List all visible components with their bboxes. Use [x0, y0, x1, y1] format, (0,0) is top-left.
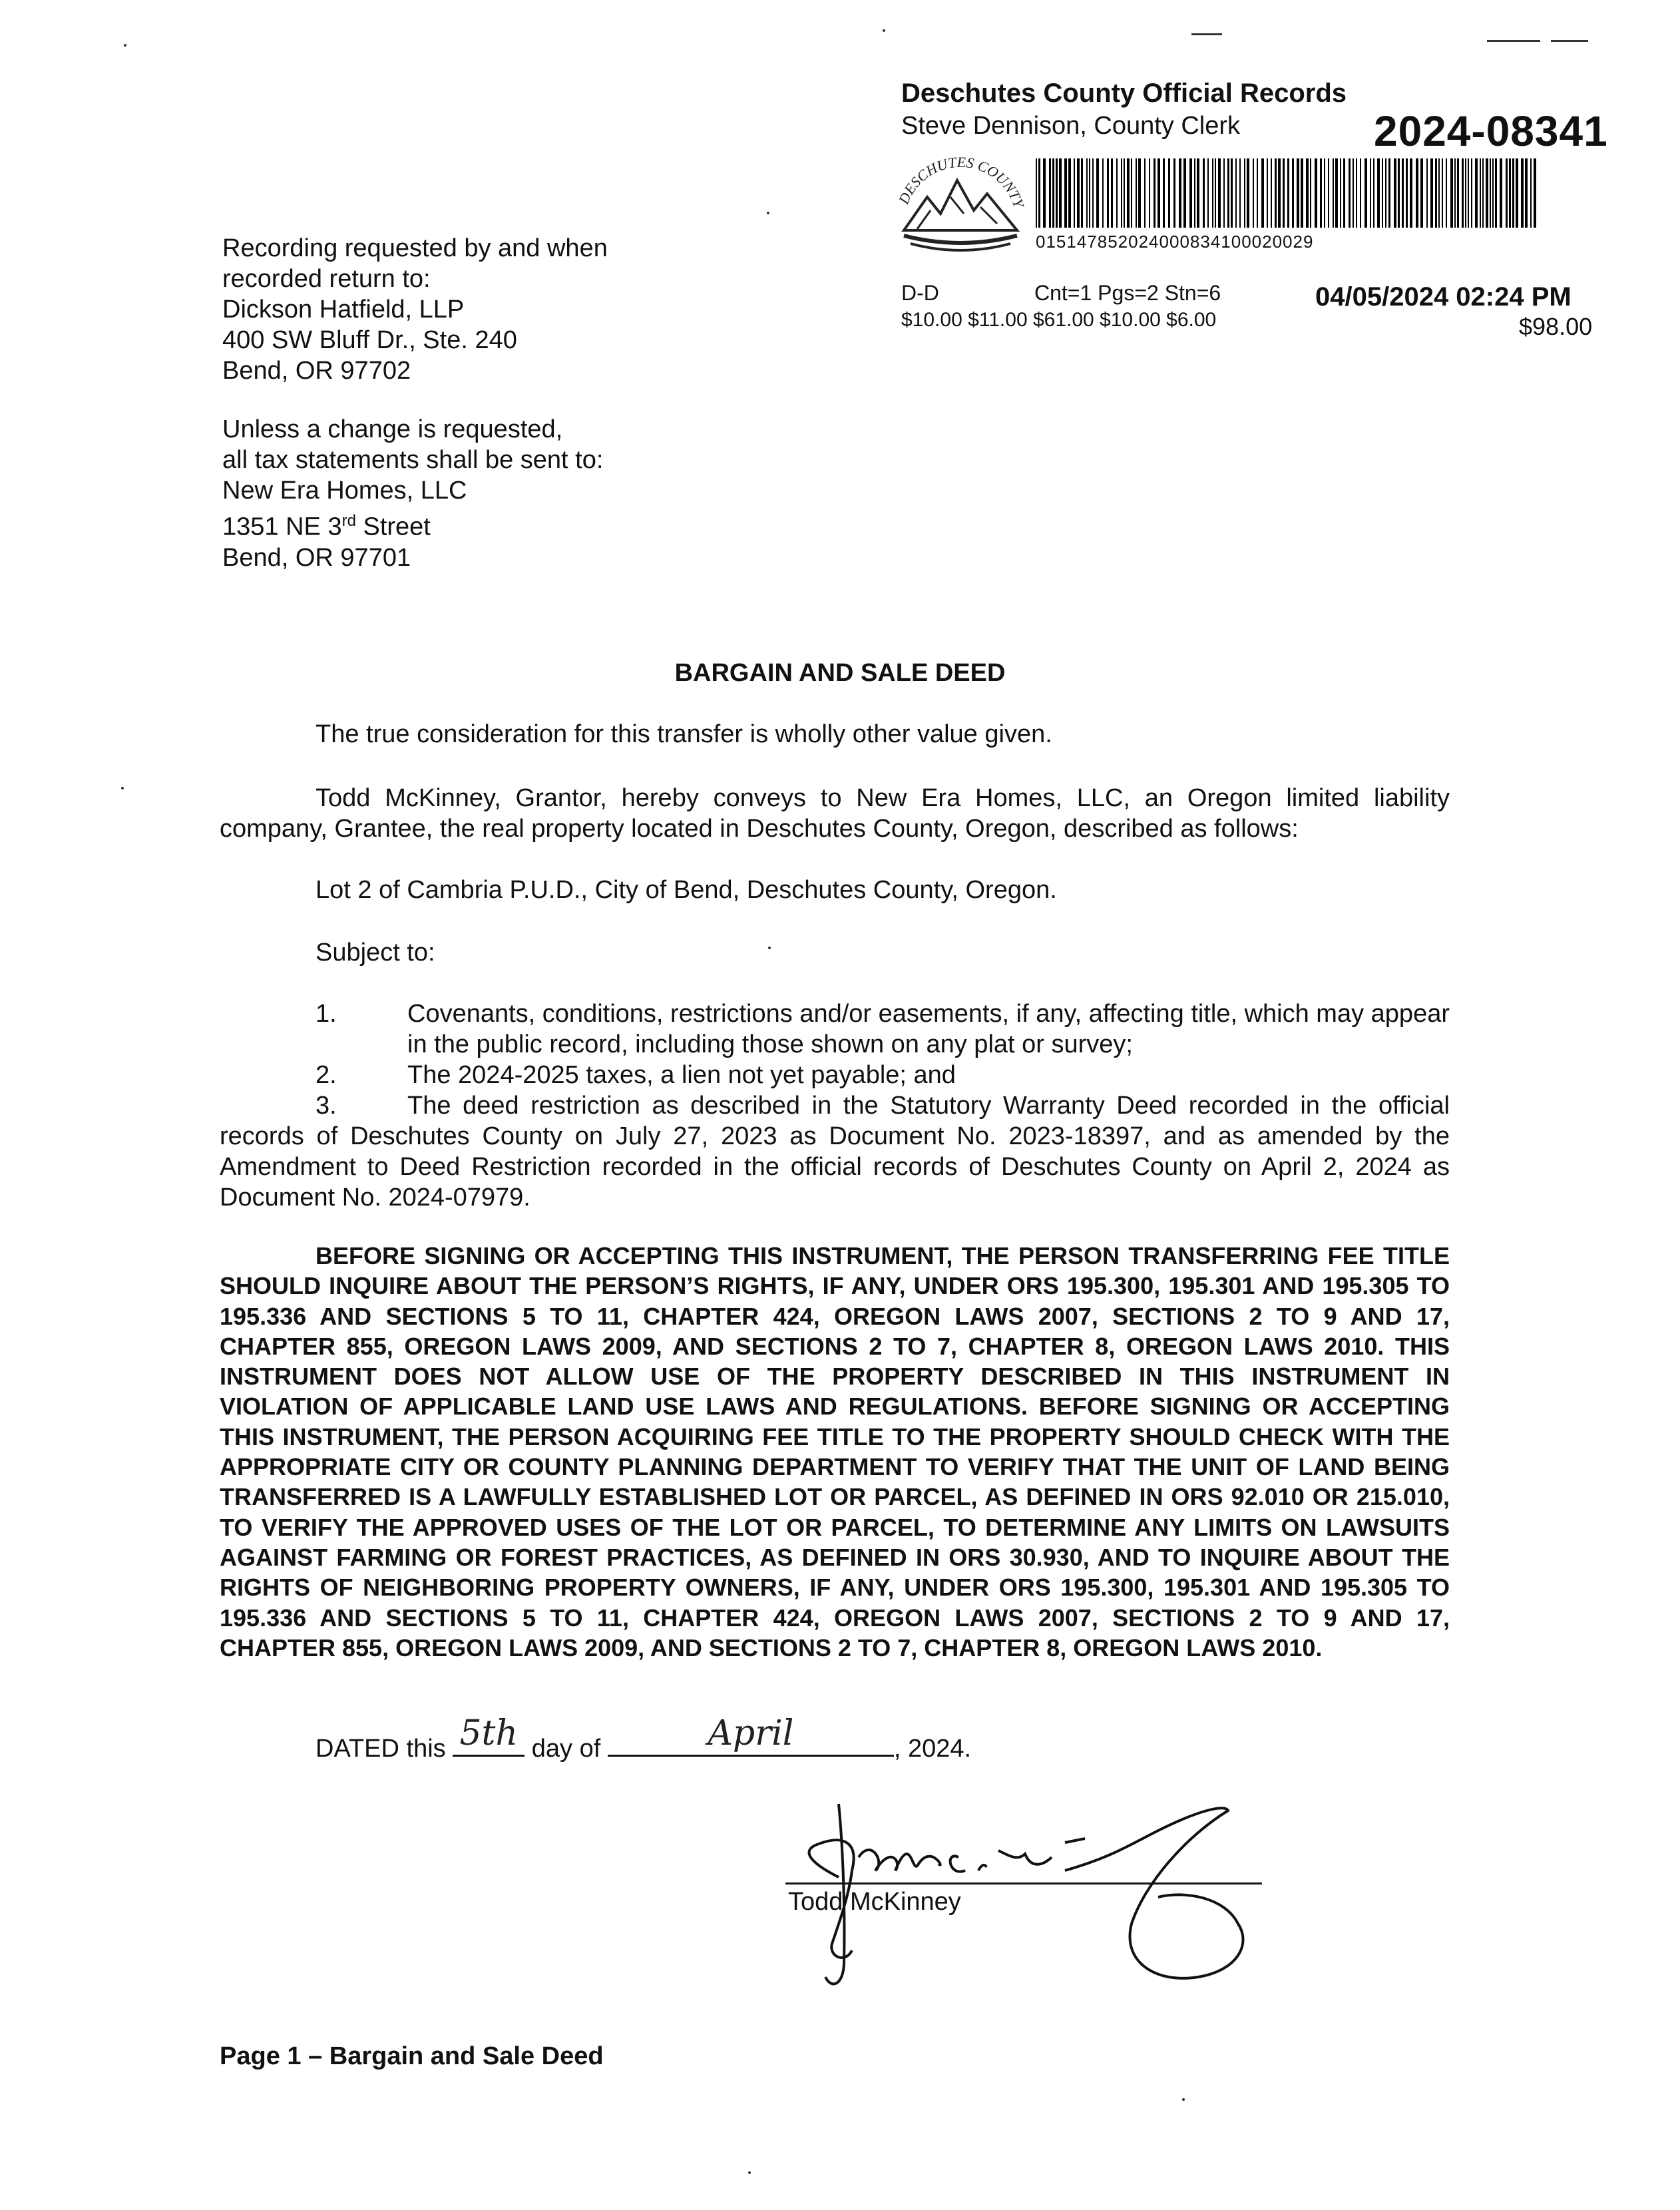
scan-speck — [748, 2171, 751, 2174]
barcode-bar — [1486, 158, 1488, 228]
tax-address-street — [222, 506, 603, 543]
list-item: Covenants, conditions, restrictions and/or easements, if any, affecting title, which may appear in the public record, including those shown on any plat or survey; — [407, 1000, 1450, 1058]
barcode-bar — [1394, 158, 1396, 228]
dated-suffix: , 2024. — [893, 1735, 972, 1763]
signature-line — [785, 1882, 1262, 1884]
day-blank — [453, 1713, 525, 1757]
barcode-bar — [1081, 158, 1083, 228]
barcode-bar — [1149, 158, 1150, 228]
barcode-bar — [1096, 158, 1099, 228]
barcode-bar — [1509, 158, 1511, 228]
barcode-bar — [1500, 158, 1502, 228]
barcode-bar — [1036, 158, 1037, 228]
barcode-bar — [1446, 158, 1447, 228]
dated-prefix: DATED this — [315, 1735, 453, 1763]
barcode-bar — [1121, 158, 1122, 228]
barcode-bar — [1450, 158, 1453, 228]
barcode-bar — [1064, 158, 1067, 228]
recording-office: Deschutes County Official Records — [901, 79, 1347, 108]
barcode-bar — [1157, 158, 1160, 228]
barcode-bar — [1173, 158, 1175, 228]
barcode-bar — [1335, 158, 1338, 228]
barcode-bar — [1356, 158, 1357, 228]
barcode-bar — [1074, 158, 1075, 228]
barcode-bar — [1089, 158, 1090, 228]
list-item: The deed restriction as described in the Statutory Warranty Deed recorded in the official records of Deschutes County on July 27, 2023 as Document No. 2023-18397, and as amended by the Amendment to Deed Restriction recorded in the official records of Deschutes County on April 2, 2024 as Document No. 2024-07979. — [220, 1092, 1450, 1212]
ordinal-suffix: rd — [341, 512, 356, 530]
barcode-bar — [1257, 158, 1258, 228]
barcode-bar — [1239, 158, 1241, 228]
scan-mark — [1551, 40, 1588, 42]
recording-counts: Cnt=1 Pgs=2 Stn=6 — [1034, 281, 1221, 305]
scan-speck — [768, 947, 771, 949]
barcode-bar — [1388, 158, 1390, 228]
list-item-number: 1. — [315, 1000, 337, 1028]
barcode-bar — [1438, 158, 1440, 228]
barcode-bar — [1482, 158, 1484, 228]
barcode-bar — [1373, 158, 1374, 228]
barcode-bar — [1124, 158, 1125, 228]
tax-address-line: Unless a change is requested, — [222, 415, 563, 443]
barcode-bar — [1377, 158, 1380, 228]
barcode-bar — [1189, 158, 1192, 228]
barcode-bar — [1340, 158, 1341, 228]
barcode-bar — [1227, 158, 1229, 228]
scan-speck — [1182, 2098, 1185, 2101]
barcode-bar — [1471, 158, 1472, 228]
barcode-bar — [1168, 158, 1170, 228]
recording-fees: $10.00 $11.00 $61.00 $10.00 $6.00 — [901, 309, 1217, 331]
barcode-bar — [1131, 158, 1132, 228]
barcode-bar — [1343, 158, 1345, 228]
barcode-bar — [1092, 158, 1094, 228]
month-blank — [608, 1713, 894, 1757]
barcode-bar — [1136, 158, 1137, 228]
barcode-bar — [1207, 158, 1209, 228]
svg-text:DESCHUTES COUNTY — [895, 154, 1028, 212]
barcode-bar — [1197, 158, 1199, 228]
barcode-bar — [1495, 158, 1497, 228]
recording-datetime: 04/05/2024 02:24 PM — [1315, 282, 1572, 312]
conveyance-paragraph: Todd McKinney, Grantor, hereby conveys to New Era Homes, LLC, an Oregon limited liability company, Grantee, the real property located in Deschutes County, Oregon, described as follows: — [220, 784, 1450, 843]
barcode-bar — [1068, 158, 1071, 228]
barcode-bar — [1506, 158, 1508, 228]
barcode-bar — [1420, 158, 1423, 228]
return-address-line: Bend, OR 97702 — [222, 357, 411, 385]
barcode-bar — [1218, 158, 1221, 228]
barcode-bar — [1324, 158, 1325, 228]
dated-middle: day of — [525, 1735, 608, 1763]
barcode-bar — [1275, 158, 1277, 228]
barcode-bar — [1179, 158, 1181, 228]
legal-description: Lot 2 of Cambria P.U.D., City of Bend, Deschutes County, Oregon. — [315, 876, 1057, 904]
barcode-bar — [1410, 158, 1412, 228]
handwritten-month: April — [708, 1713, 794, 1753]
barcode-bar — [1333, 158, 1334, 228]
barcode-bar — [1127, 158, 1130, 228]
barcode-bar — [1465, 158, 1466, 228]
scan-speck — [883, 29, 885, 32]
barcode-bar — [1253, 158, 1254, 228]
barcode-bar — [1435, 158, 1437, 228]
barcode-bar — [1183, 158, 1186, 228]
barcode-bar — [1244, 158, 1245, 228]
barcode-bar — [1442, 158, 1443, 228]
barcode-bar — [1292, 158, 1294, 228]
barcode-bar — [1512, 158, 1514, 228]
barcode-bar — [1223, 158, 1225, 228]
barcode-bar — [1043, 158, 1046, 228]
barcode-bar — [1353, 158, 1354, 228]
statutory-notice: BEFORE SIGNING OR ACCEPTING THIS INSTRUMENT, THE PERSON TRANSFERRING FEE TITLE SHOULD INQUIRE ABOUT THE PERSON’S RIGHTS, IF ANY, UNDER ORS 195.300, 195.301 AND 195.305 TO 195.336 AND SECTIONS 5 TO 11, CHAPTER 424, OREGON LAWS 2007, SECTIONS 2 TO 9 AND 17, CHAPTER 855, OREGON LAWS 2009, AND SECTIONS 2 TO 7, CHAPTER 8, OREGON LAWS 2010. THIS INSTRUMENT DOES NOT ALLOW USE OF THE PROPERTY DESCRIBED IN THIS INSTRUMENT IN VIOLATION OF APPLICABLE LAND USE LAWS AND REGULATIONS. BEFORE SIGNING OR ACCEPTING THIS INSTRUMENT, THE PERSON ACQUIRING FEE TITLE TO THE PROPERTY SHOULD CHECK WITH THE APPROPRIATE CITY OR COUNTY PLANNING DEPARTMENT TO VERIFY THAT THE UNIT OF LAND BEING TRANSFERRED IS A LAWFULLY ESTABLISHED LOT OR PARCEL, AS DEFINED IN ORS 92.010 OR 215.010, TO VERIFY THE APPROVED USES OF THE LOT OR PARCEL, TO DETERMINE ANY LIMITS ON LAWSUITS AGAINST FARMING OR FOREST PRACTICES, AS DEFINED IN ORS 30.930, AND TO INQUIRE ABOUT THE RIGHTS OF NEIGHBORING PROPERTY OWNERS, IF ANY, UNDER ORS 195.300, 195.301 AND 195.305 TO 195.336 AND SECTIONS 5 TO 11, CHAPTER 424, OREGON LAWS 2007, SECTIONS 2 TO 9 AND 17, CHAPTER 855, OREGON LAWS 2009, AND SECTIONS 2 TO 7, CHAPTER 8, OREGON LAWS 2010. — [220, 1242, 1450, 1661]
barcode-bar — [1059, 158, 1062, 228]
barcode-bar — [1480, 158, 1481, 228]
return-address-line: recorded return to: — [222, 265, 431, 293]
return-address-line: Dickson Hatfield, LLP — [222, 296, 465, 324]
barcode-bar — [1475, 158, 1478, 228]
barcode-bar — [1231, 158, 1233, 228]
barcode-bar — [1111, 158, 1113, 228]
scan-speck — [121, 787, 124, 789]
deed-title: BARGAIN AND SALE DEED — [674, 659, 1006, 687]
recording-total: $98.00 — [1519, 313, 1593, 340]
barcode-bar — [1320, 158, 1322, 228]
scan-mark — [1487, 40, 1540, 42]
barcode-bar — [1278, 158, 1281, 228]
barcode-bar — [1349, 158, 1351, 228]
street-number: 1351 NE 3 — [222, 513, 342, 541]
return-address-line: Recording requested by and when — [222, 234, 608, 262]
barcode-bar — [1212, 158, 1213, 228]
barcode-bar — [1267, 158, 1268, 228]
scan-speck — [124, 44, 126, 47]
barcode-bar — [1454, 158, 1456, 228]
barcode-bar — [1086, 158, 1088, 228]
document-number: 2024-08341 — [1374, 107, 1608, 155]
barcode-bar — [1203, 158, 1205, 228]
document-type: D-D — [901, 281, 939, 305]
barcode-bar — [1056, 158, 1058, 228]
tax-address-line: New Era Homes, LLC — [222, 477, 467, 505]
barcode-bar — [1426, 158, 1428, 228]
barcode-bar — [1365, 158, 1367, 228]
barcode-bar — [1402, 158, 1404, 228]
barcode-bar — [1077, 158, 1080, 228]
barcode-bar — [1116, 158, 1118, 228]
barcode-bar — [1194, 158, 1195, 228]
barcode-bar — [1430, 158, 1433, 228]
barcode-bar — [1049, 158, 1051, 228]
barcode-bar — [1398, 158, 1400, 228]
barcode-bar — [1360, 158, 1361, 228]
barcode-bar — [1102, 158, 1104, 228]
barcode-bar — [1154, 158, 1155, 228]
scan-speck — [767, 212, 769, 214]
barcode-bar — [1382, 158, 1383, 228]
barcode-bar — [1406, 158, 1408, 228]
barcode-bar — [1235, 158, 1237, 228]
barcode-bar — [1215, 158, 1216, 228]
list-item: The 2024-2025 taxes, a lien not yet payable; and — [407, 1061, 956, 1089]
barcode-bar — [1107, 158, 1109, 228]
barcode-bar — [1052, 158, 1054, 228]
return-address-line: 400 SW Bluff Dr., Ste. 240 — [222, 326, 517, 354]
barcode — [1036, 158, 1539, 228]
subject-to-heading: Subject to: — [315, 939, 435, 967]
street-name: Street — [355, 513, 431, 541]
dated-line — [315, 1713, 972, 1763]
barcode-bar — [1287, 158, 1289, 228]
barcode-bar — [1301, 158, 1303, 228]
barcode-bar — [1297, 158, 1299, 228]
barcode-bar — [1310, 158, 1311, 228]
list-item-number: 2. — [315, 1061, 337, 1089]
barcode-bar — [1457, 158, 1459, 228]
scan-mark — [1191, 33, 1222, 35]
barcode-bar — [1516, 158, 1518, 228]
consideration-statement: The true consideration for this transfer is wholly other value given. — [315, 720, 1052, 748]
barcode-bar — [1247, 158, 1249, 228]
county-seal-icon — [891, 150, 1030, 264]
tax-statement-address — [222, 414, 603, 573]
barcode-bar — [1370, 158, 1371, 228]
barcode-bar — [1492, 158, 1494, 228]
barcode-bar — [1315, 158, 1317, 228]
barcode-bar — [1462, 158, 1464, 228]
barcode-bar — [1534, 158, 1536, 228]
barcode-bar — [1138, 158, 1141, 228]
barcode-bar — [1416, 158, 1418, 228]
barcode-bar — [1144, 158, 1146, 228]
signer-name: Todd McKinney — [788, 1888, 961, 1916]
seal-text: DESCHUTES COUNTY — [895, 153, 1028, 210]
barcode-bar — [1385, 158, 1386, 228]
barcode-bar — [1038, 158, 1040, 228]
barcode-bar — [1261, 158, 1264, 228]
barcode-bar — [1306, 158, 1309, 228]
barcode-bar — [1530, 158, 1532, 228]
barcode-bar — [1163, 158, 1165, 228]
barcode-bar — [1468, 158, 1469, 228]
handwritten-day: 5th — [459, 1713, 518, 1753]
barcode-bar — [1490, 158, 1491, 228]
barcode-bar — [1283, 158, 1285, 228]
return-address — [222, 233, 608, 386]
page-footer: Page 1 – Bargain and Sale Deed — [220, 2042, 604, 2070]
barcode-bar — [1521, 158, 1524, 228]
county-clerk: Steve Dennison, County Clerk — [901, 112, 1241, 140]
list-item-number: 3. — [315, 1092, 337, 1120]
barcode-number: 015147852024000834100020029 — [1036, 232, 1314, 252]
barcode-bar — [1328, 158, 1329, 228]
barcode-bar — [1525, 158, 1528, 228]
tax-address-line: Bend, OR 97701 — [222, 543, 411, 572]
tax-address-line: all tax statements shall be sent to: — [222, 446, 604, 474]
barcode-bar — [1271, 158, 1272, 228]
